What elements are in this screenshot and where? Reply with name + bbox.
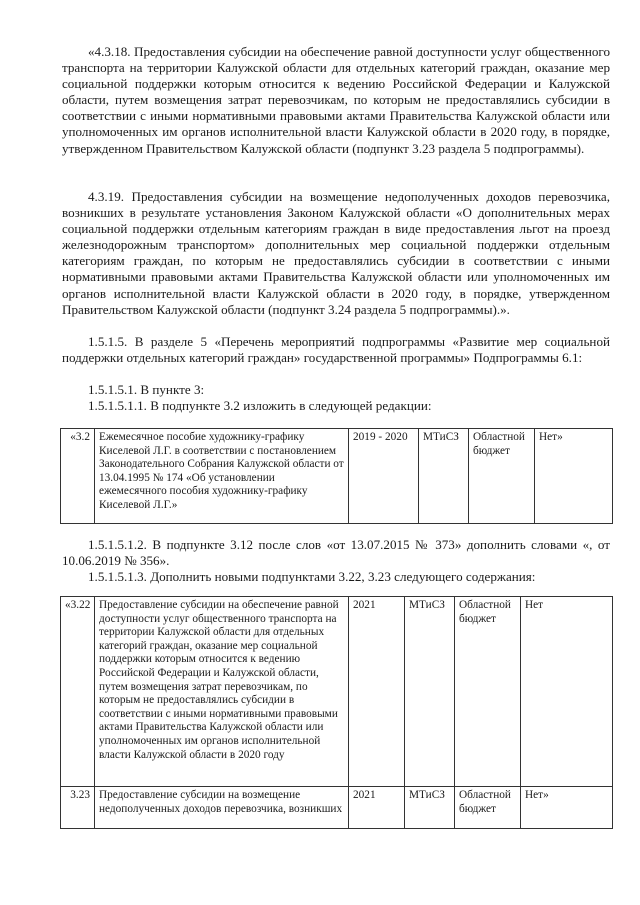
paragraph-1-5-1-5: 1.5.1.5. В разделе 5 «Перечень мероприятий подпрограммы «Развитие мер социальной поддержки отдельных категорий граждан» государственной программы» Подпрограммы 6.1: (62, 334, 610, 366)
table-row (61, 429, 613, 524)
paragraph-1-5-1-5-1-1: 1.5.1.5.1.1. В подпункте 3.2 изложить в следующей редакции: (88, 398, 432, 413)
item-name: Предоставление субсидии на возмещение недополученных доходов перевозчика, возникших (95, 787, 349, 829)
table-row (61, 787, 613, 829)
item-years: 2021 (349, 597, 405, 787)
item-amount: Нет» (521, 787, 613, 829)
item-amount: Нет (521, 597, 613, 787)
item-source: Областной бюджет (455, 597, 521, 787)
table-subitem-3-2 (60, 428, 613, 524)
table-row (61, 597, 613, 787)
item-years: 2021 (349, 787, 405, 829)
paragraph-1-5-1-5-1: 1.5.1.5.1. В пункте 3: (88, 382, 205, 397)
item-executor: МТиСЗ (405, 787, 455, 829)
item-number: «3.22 (61, 597, 95, 787)
item-source: Областной бюджет (469, 429, 535, 524)
item-number: «3.2 (61, 429, 95, 524)
table-subitems-3-22-3-23 (60, 596, 613, 829)
item-name: Предоставление субсидии на обеспечение равной доступности услуг общественного транспорта на территории Калужской области для отдельных категорий граждан, оказание мер социальной поддержки которым относится к ведению Российской Федерации и Калужской области, путем возмещения затрат перевозчикам, по которым не предоставлялись субсидии в соответствии с иными нормативными правовыми актами Правительства Калужской области или уполномоченных им органов исполнительной власти Калужской области в 2020 году (95, 597, 349, 787)
item-number: 3.23 (61, 787, 95, 829)
paragraph-1-5-1-5-1-3: 1.5.1.5.1.3. Дополнить новыми подпунктами 3.22, 3.23 следующего содержания: (88, 569, 536, 584)
paragraph-4-3-18: «4.3.18. Предоставления субсидии на обеспечение равной доступности услуг общественного транспорта на территории Калужской области для отдельных категорий граждан, оказание мер социальной поддержки которым относится к ведению Российской Федерации и Калужской области, путем возмещения затрат перевозчикам, по которым не предоставлялись субсидии в соответствии с иными нормативными правовыми актами Правительства Калужской области или уполномоченных им органов исполнительной власти Калужской области в 2020 году, в порядке, утвержденном Правительством Калужской области (подпункт 3.23 раздела 5 подпрограммы). (62, 44, 610, 156)
item-amount: Нет» (535, 429, 613, 524)
item-name: Ежемесячное пособие художнику-графику Киселевой Л.Г. в соответствии с постановлением Законодательного Собрания Калужской области от 13.04.1995 № 174 «Об установлении ежемесячного пособия художнику-графику Киселевой Л.Г.» (95, 429, 349, 524)
paragraph-4-3-19: 4.3.19. Предоставления субсидии на возмещение недополученных доходов перевозчика, возникших в результате установления Законом Калужской области «О дополнительных мерах социальной поддержки отдельным категориям граждан в виде предоставления льгот на проезд железнодорожным транспортом» дополнительных мер социальной поддержки отдельным категориям граждан, по которым не предоставлялись субсидии в соответствии с иными нормативными правовыми актами Правительства Калужской области или уполномоченных им органов исполнительной власти Калужской области в 2020 году, в порядке, утвержденном Правительством Калужской области (подпункт 3.24 раздела 5 подпрограммы).». (62, 189, 610, 317)
paragraph-1-5-1-5-1-2: 1.5.1.5.1.2. В подпункте 3.12 после слов «от 13.07.2015 № 373» дополнить словами «, от 10.06.2019 № 356». (62, 537, 610, 569)
item-years: 2019 - 2020 (349, 429, 419, 524)
item-executor: МТиСЗ (419, 429, 469, 524)
item-source: Областной бюджет (455, 787, 521, 829)
item-executor: МТиСЗ (405, 597, 455, 787)
